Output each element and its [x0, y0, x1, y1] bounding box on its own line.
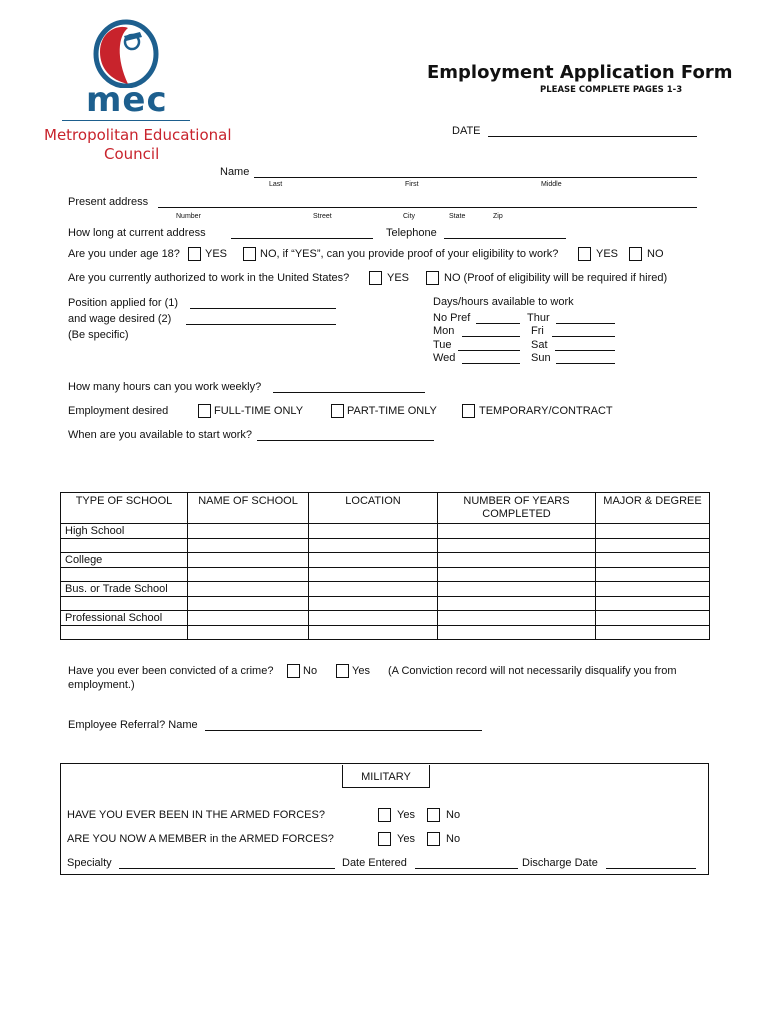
edu-row-type: Bus. or Trade School [61, 582, 188, 597]
age-no-checkbox[interactable] [243, 247, 256, 261]
edu-cell[interactable] [309, 568, 438, 582]
age-no-label: NO, if “YES”, can you provide proof of your eligibility to work? [260, 248, 559, 260]
edu-cell[interactable] [309, 597, 438, 611]
address-field[interactable] [158, 207, 697, 208]
hours-weekly-label: How many hours can you work weekly? [68, 381, 262, 393]
address-number-caption: Number [176, 213, 201, 220]
crime-yes-label: Yes [352, 665, 370, 677]
edu-cell[interactable] [438, 553, 596, 568]
edu-header-type: TYPE OF SCHOOL [61, 493, 188, 524]
edu-cell[interactable] [596, 582, 710, 597]
edu-cell[interactable] [438, 597, 596, 611]
edu-cell[interactable] [596, 626, 710, 640]
edu-cell[interactable] [188, 553, 309, 568]
page-title: Employment Application Form [427, 62, 733, 83]
position-line1: Position applied for (1) [68, 297, 179, 309]
crime-yes-checkbox[interactable] [336, 664, 349, 678]
edu-cell[interactable] [61, 539, 188, 553]
proof-yes-label: YES [596, 248, 619, 260]
education-table [60, 492, 710, 640]
edu-cell[interactable] [309, 611, 438, 626]
edu-cell[interactable] [188, 626, 309, 640]
day-label-thur: Thur [527, 312, 550, 324]
part-time-label: PART-TIME ONLY [347, 405, 437, 417]
position-field-1[interactable] [190, 308, 336, 309]
edu-cell[interactable] [596, 553, 710, 568]
address-city-caption: City [403, 213, 416, 220]
telephone-field[interactable] [444, 238, 566, 239]
day-label-sun: Sun [531, 352, 551, 364]
crime-note: (A Conviction record will not necessarily disqualify you from [388, 665, 677, 677]
edu-cell[interactable] [309, 553, 438, 568]
date-entered-label: Date Entered [342, 857, 407, 869]
pages-note: PLEASE COMPLETE PAGES 1-3 [540, 85, 683, 95]
edu-cell[interactable] [438, 582, 596, 597]
military-q1-no-checkbox[interactable] [427, 808, 440, 822]
position-line2: and wage desired (2) [68, 313, 172, 325]
discharge-label: Discharge Date [522, 857, 598, 869]
day-label-no-pref: No Pref [433, 312, 471, 324]
edu-cell[interactable] [309, 539, 438, 553]
edu-cell[interactable] [438, 539, 596, 553]
date-label: DATE [452, 125, 481, 137]
address-street-caption: Street [313, 213, 332, 220]
age-yes-label: YES [205, 248, 228, 260]
edu-cell[interactable] [596, 597, 710, 611]
edu-cell[interactable] [438, 626, 596, 640]
edu-cell[interactable] [188, 611, 309, 626]
day-label-wed: Wed [433, 352, 456, 364]
age-question: Are you under age 18? [68, 248, 180, 260]
military-q2-yes-checkbox[interactable] [378, 832, 391, 846]
edu-cell[interactable] [596, 539, 710, 553]
edu-header-major: MAJOR & DEGREE [596, 493, 710, 524]
day-field-fri[interactable] [552, 336, 615, 337]
temporary-checkbox[interactable] [462, 404, 475, 418]
edu-cell[interactable] [188, 582, 309, 597]
authorized-yes-checkbox[interactable] [369, 271, 382, 285]
name-last-caption: Last [269, 181, 283, 188]
authorized-yes-label: YES [387, 272, 410, 284]
crime-note-cont: employment.) [68, 679, 135, 691]
edu-cell[interactable] [309, 582, 438, 597]
edu-cell[interactable] [438, 524, 596, 539]
edu-cell[interactable] [596, 524, 710, 539]
position-line3: (Be specific) [68, 329, 129, 341]
table-row [61, 539, 710, 553]
edu-cell[interactable] [188, 597, 309, 611]
name-first-caption: First [405, 181, 419, 188]
edu-header-location: LOCATION [309, 493, 438, 524]
availability-title: Days/hours available to work [433, 296, 574, 308]
age-yes-checkbox[interactable] [188, 247, 201, 261]
telephone-label: Telephone [386, 227, 437, 239]
day-field-thur[interactable] [556, 323, 615, 324]
position-field-2[interactable] [186, 324, 336, 325]
edu-cell[interactable] [438, 568, 596, 582]
day-label-tue: Tue [433, 339, 452, 351]
hours-weekly-field[interactable] [273, 392, 425, 393]
edu-cell[interactable] [438, 611, 596, 626]
edu-cell[interactable] [188, 524, 309, 539]
crime-question: Have you ever been convicted of a crime? [68, 665, 274, 677]
edu-cell[interactable] [61, 568, 188, 582]
military-q1-yes-label: Yes [397, 809, 415, 821]
day-field-sat[interactable] [555, 350, 615, 351]
full-time-label: FULL-TIME ONLY [214, 405, 304, 417]
table-row [61, 568, 710, 582]
day-field-wed[interactable] [462, 363, 520, 364]
referral-field[interactable] [205, 730, 482, 731]
military-q1-no-label: No [446, 809, 461, 821]
start-field[interactable] [257, 440, 434, 441]
military-q2-no-checkbox[interactable] [427, 832, 440, 846]
logo-org-line1: Metropolitan Educational [44, 126, 232, 144]
discharge-field[interactable] [606, 868, 696, 869]
edu-cell[interactable] [596, 568, 710, 582]
edu-row-type: High School [61, 524, 188, 539]
logo-rule [62, 120, 190, 121]
employment-label: Employment desired [68, 405, 169, 417]
proof-no-checkbox[interactable] [629, 247, 642, 261]
day-label-mon: Mon [433, 325, 455, 337]
edu-cell[interactable] [309, 524, 438, 539]
edu-cell[interactable] [596, 611, 710, 626]
edu-cell[interactable] [309, 626, 438, 640]
table-row [61, 582, 710, 597]
authorized-no-checkbox[interactable] [426, 271, 439, 285]
referral-label: Employee Referral? Name [68, 719, 198, 731]
logo-org-line2: Council [104, 145, 160, 163]
day-field-no-pref[interactable] [476, 323, 520, 324]
proof-no-label: NO [647, 248, 664, 260]
part-time-checkbox[interactable] [331, 404, 344, 418]
edu-header-years: NUMBER OF YEARS COMPLETED [438, 493, 596, 524]
how-long-field[interactable] [231, 238, 373, 239]
full-time-checkbox[interactable] [198, 404, 211, 418]
how-long-label: How long at current address [68, 227, 206, 239]
edu-row-type: Professional School [61, 611, 188, 626]
military-q2: ARE YOU NOW A MEMBER in the ARMED FORCES? [67, 833, 334, 845]
crime-no-checkbox[interactable] [287, 664, 300, 678]
table-row [61, 626, 710, 640]
edu-row-type: College [61, 553, 188, 568]
edu-header-name: NAME OF SCHOOL [188, 493, 309, 524]
start-label: When are you available to start work? [68, 429, 253, 441]
address-state-caption: State [449, 213, 466, 220]
table-row [61, 553, 710, 568]
address-zip-caption: Zip [493, 213, 503, 220]
day-field-sun[interactable] [556, 363, 615, 364]
name-field[interactable] [254, 177, 697, 178]
military-q2-yes-label: Yes [397, 833, 415, 845]
day-label-fri: Fri [531, 325, 544, 337]
proof-yes-checkbox[interactable] [578, 247, 591, 261]
edu-cell[interactable] [61, 626, 188, 640]
day-field-tue[interactable] [458, 350, 520, 351]
edu-cell[interactable] [188, 539, 309, 553]
name-label: Name [220, 166, 250, 178]
military-q1-yes-checkbox[interactable] [378, 808, 391, 822]
date-entered-field[interactable] [415, 868, 518, 869]
authorized-question: Are you currently authorized to work in the United States? [68, 272, 350, 284]
edu-cell[interactable] [188, 568, 309, 582]
table-row [61, 611, 710, 626]
day-field-mon[interactable] [462, 336, 520, 337]
specialty-field[interactable] [119, 868, 335, 869]
name-middle-caption: Middle [541, 181, 562, 188]
date-field[interactable] [488, 136, 697, 137]
authorized-no-label: NO (Proof of eligibility will be required if hired) [444, 272, 668, 284]
table-row [61, 597, 710, 611]
logo-brand: mec [86, 80, 168, 120]
military-q2-no-label: No [446, 833, 461, 845]
military-q1: HAVE YOU EVER BEEN IN THE ARMED FORCES? [67, 809, 325, 821]
table-row [61, 524, 710, 539]
mec-logo-icon [92, 18, 164, 88]
military-title: MILITARY [342, 765, 430, 788]
crime-no-label: No [303, 665, 318, 677]
specialty-label: Specialty [67, 857, 112, 869]
day-label-sat: Sat [531, 339, 548, 351]
edu-cell[interactable] [61, 597, 188, 611]
address-label: Present address [68, 196, 149, 208]
temporary-label: TEMPORARY/CONTRACT [479, 405, 613, 417]
